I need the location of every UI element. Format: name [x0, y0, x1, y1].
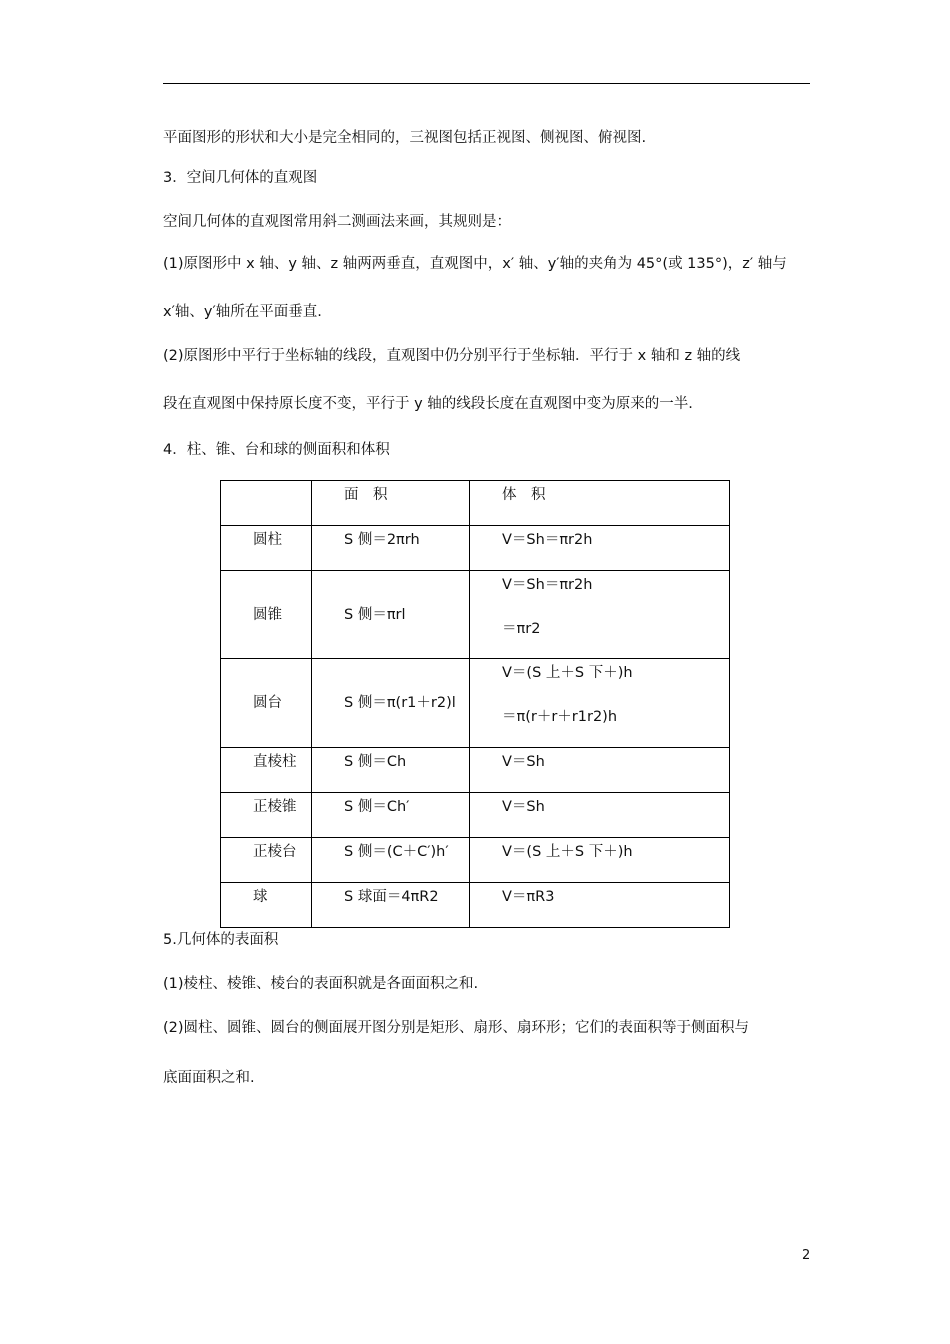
area-formula: S 侧＝π(r1＋r2)l	[312, 659, 470, 748]
solid-name: 正棱锥	[221, 793, 312, 838]
volume-formula: V＝Sh	[470, 793, 730, 838]
paragraph: (1)原图形中 x 轴、y 轴、z 轴两两垂直，直观图中，x′ 轴、y′轴的夹角为 45°(或 135°)，z′ 轴与	[163, 256, 787, 272]
table-row	[221, 571, 730, 659]
table-row	[221, 748, 730, 793]
table-row	[221, 838, 730, 883]
table-header-row	[221, 481, 730, 526]
area-formula: S 侧＝Ch	[312, 748, 470, 793]
solid-name: 正棱台	[221, 838, 312, 883]
page-number: 2	[802, 1248, 811, 1263]
table-header-cell	[221, 481, 312, 526]
paragraph: (1)棱柱、棱锥、棱台的表面积就是各面面积之和.	[163, 976, 479, 992]
header-rule	[163, 83, 810, 84]
area-formula: S 球面＝4πR2	[312, 883, 470, 928]
solid-name: 圆台	[221, 659, 312, 748]
table-row	[221, 526, 730, 571]
paragraph: (2)原图形中平行于坐标轴的线段，直观图中仍分别平行于坐标轴．平行于 x 轴和 z 轴的线	[163, 348, 741, 364]
paragraph: 底面面积之和.	[163, 1070, 255, 1086]
section-heading-3: 3．空间几何体的直观图	[163, 170, 318, 186]
table-header-cell: 面 积	[312, 481, 470, 526]
solid-name: 球	[221, 883, 312, 928]
area-formula: S 侧＝2πrh	[312, 526, 470, 571]
paragraph: 平面图形的形状和大小是完全相同的，三视图包括正视图、侧视图、俯视图.	[163, 130, 647, 146]
area-volume-table	[220, 480, 730, 928]
area-formula: S 侧＝(C＋C′)h′	[312, 838, 470, 883]
section-heading-5: 5.几何体的表面积	[163, 932, 279, 948]
volume-formula: V＝Sh	[470, 748, 730, 793]
paragraph: 空间几何体的直观图常用斜二测画法来画，其规则是：	[163, 214, 511, 230]
volume-formula: V＝(S 上＋S 下＋)h ＝π(r＋r＋r1r2)h	[470, 659, 730, 748]
paragraph: x′轴、y′轴所在平面垂直.	[163, 304, 322, 320]
solid-name: 圆锥	[221, 571, 312, 659]
area-formula: S 侧＝Ch′	[312, 793, 470, 838]
volume-formula: V＝Sh＝πr2h	[470, 526, 730, 571]
paragraph: (2)圆柱、圆锥、圆台的侧面展开图分别是矩形、扇形、扇环形；它们的表面积等于侧面积与	[163, 1020, 750, 1036]
table-row	[221, 883, 730, 928]
volume-formula: V＝Sh＝πr2h ＝πr2	[470, 571, 730, 659]
solid-name: 直棱柱	[221, 748, 312, 793]
area-formula: S 侧＝πrl	[312, 571, 470, 659]
table-row	[221, 793, 730, 838]
table-header-cell: 体 积	[470, 481, 730, 526]
section-heading-4: 4．柱、锥、台和球的侧面积和体积	[163, 442, 390, 458]
solid-name: 圆柱	[221, 526, 312, 571]
volume-formula: V＝(S 上＋S 下＋)h	[470, 838, 730, 883]
table-row	[221, 659, 730, 748]
paragraph: 段在直观图中保持原长度不变，平行于 y 轴的线段长度在直观图中变为原来的一半.	[163, 396, 693, 412]
volume-formula: V＝πR3	[470, 883, 730, 928]
